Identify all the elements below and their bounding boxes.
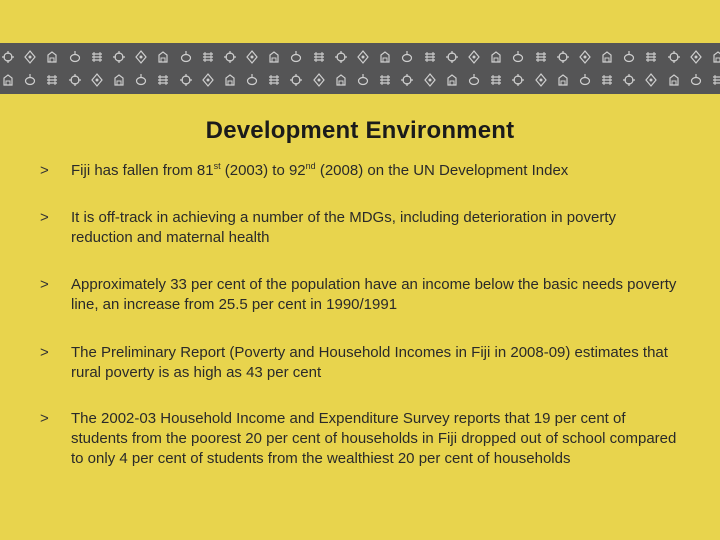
decorative-motif-icon <box>377 72 393 88</box>
superscript: st <box>213 161 221 171</box>
decorative-motif-icon <box>399 72 415 88</box>
bullet-text <box>71 161 677 181</box>
decorative-motif-icon <box>0 72 16 88</box>
decorative-motif-icon <box>89 72 105 88</box>
decorative-pattern-band <box>0 43 720 94</box>
decorative-motif-icon <box>222 49 238 65</box>
decorative-motif-icon <box>377 49 393 65</box>
bullet-text: The 2002-03 Household Income and Expenditure Survey reports that 19 per cent of students from the poorest 20 per cent of households in Fiji dropped out of school compared to only 4 per cent of students from the wealthiest 20 per cent of households <box>71 410 677 467</box>
decorative-motif-icon <box>488 72 504 88</box>
decorative-motif-icon <box>577 49 593 65</box>
decorative-motif-icon <box>599 49 615 65</box>
decorative-motif-icon <box>710 72 720 88</box>
decorative-motif-icon <box>288 72 304 88</box>
decorative-motif-icon <box>200 49 216 65</box>
decorative-motif-icon <box>688 49 704 65</box>
pattern-row <box>0 69 720 91</box>
decorative-motif-icon <box>422 49 438 65</box>
decorative-motif-icon <box>288 49 304 65</box>
decorative-motif-icon <box>666 49 682 65</box>
slide-title: Development Environment <box>205 117 515 144</box>
bullet-marker: > <box>40 344 49 361</box>
decorative-motif-icon <box>244 49 260 65</box>
decorative-motif-icon <box>222 72 238 88</box>
decorative-motif-icon <box>67 49 83 65</box>
bullet-marker: > <box>40 410 49 427</box>
superscript: nd <box>305 161 316 171</box>
decorative-motif-icon <box>599 72 615 88</box>
decorative-motif-icon <box>244 72 260 88</box>
decorative-motif-icon <box>399 49 415 65</box>
decorative-motif-icon <box>200 72 216 88</box>
decorative-motif-icon <box>311 72 327 88</box>
decorative-motif-icon <box>133 72 149 88</box>
decorative-motif-icon <box>44 49 60 65</box>
bullet-text: The Preliminary Report (Poverty and Household Incomes in Fiji in 2008-09) estimates that rural poverty is as high as 43 per cent <box>71 344 668 381</box>
decorative-motif-icon <box>710 49 720 65</box>
decorative-motif-icon <box>333 72 349 88</box>
decorative-motif-icon <box>688 72 704 88</box>
bullet-text-part: (2003) to 92 <box>220 162 306 179</box>
decorative-motif-icon <box>155 72 171 88</box>
bullet-text-part: Fiji has fallen from 81 <box>71 162 214 179</box>
decorative-motif-icon <box>533 49 549 65</box>
decorative-motif-icon <box>311 49 327 65</box>
decorative-motif-icon <box>466 49 482 65</box>
decorative-motif-icon <box>555 72 571 88</box>
decorative-motif-icon <box>266 49 282 65</box>
pattern-row <box>0 46 720 68</box>
bullet-marker: > <box>40 162 49 179</box>
decorative-motif-icon <box>488 49 504 65</box>
decorative-motif-icon <box>466 72 482 88</box>
decorative-motif-icon <box>0 49 16 65</box>
decorative-motif-icon <box>333 49 349 65</box>
decorative-motif-icon <box>67 72 83 88</box>
decorative-motif-icon <box>621 72 637 88</box>
decorative-motif-icon <box>510 72 526 88</box>
decorative-motif-icon <box>422 72 438 88</box>
decorative-motif-icon <box>178 72 194 88</box>
top-band <box>0 0 720 42</box>
decorative-motif-icon <box>577 72 593 88</box>
decorative-motif-icon <box>510 49 526 65</box>
decorative-motif-icon <box>355 72 371 88</box>
decorative-motif-icon <box>44 72 60 88</box>
decorative-motif-icon <box>111 49 127 65</box>
decorative-motif-icon <box>89 49 105 65</box>
bullet-text-part: (2008) on the UN Development Index <box>315 162 569 179</box>
decorative-motif-icon <box>266 72 282 88</box>
bullet-text: Approximately 33 per cent of the population have an income below the basic needs poverty line, an increase from 25.5 per cent in 1990/1991 <box>71 276 677 313</box>
bullet-marker: > <box>40 276 49 293</box>
decorative-motif-icon <box>444 72 460 88</box>
decorative-motif-icon <box>355 49 371 65</box>
bullet-marker: > <box>40 209 49 226</box>
decorative-motif-icon <box>22 49 38 65</box>
decorative-motif-icon <box>643 49 659 65</box>
decorative-motif-icon <box>621 49 637 65</box>
decorative-motif-icon <box>155 49 171 65</box>
decorative-motif-icon <box>111 72 127 88</box>
decorative-motif-icon <box>22 72 38 88</box>
decorative-motif-icon <box>555 49 571 65</box>
decorative-motif-icon <box>444 49 460 65</box>
decorative-motif-icon <box>533 72 549 88</box>
decorative-motif-icon <box>643 72 659 88</box>
decorative-motif-icon <box>178 49 194 65</box>
decorative-motif-icon <box>133 49 149 65</box>
decorative-motif-icon <box>666 72 682 88</box>
bullet-text: It is off-track in achieving a number of the MDGs, including deterioration in poverty reduction and maternal health <box>71 209 616 246</box>
